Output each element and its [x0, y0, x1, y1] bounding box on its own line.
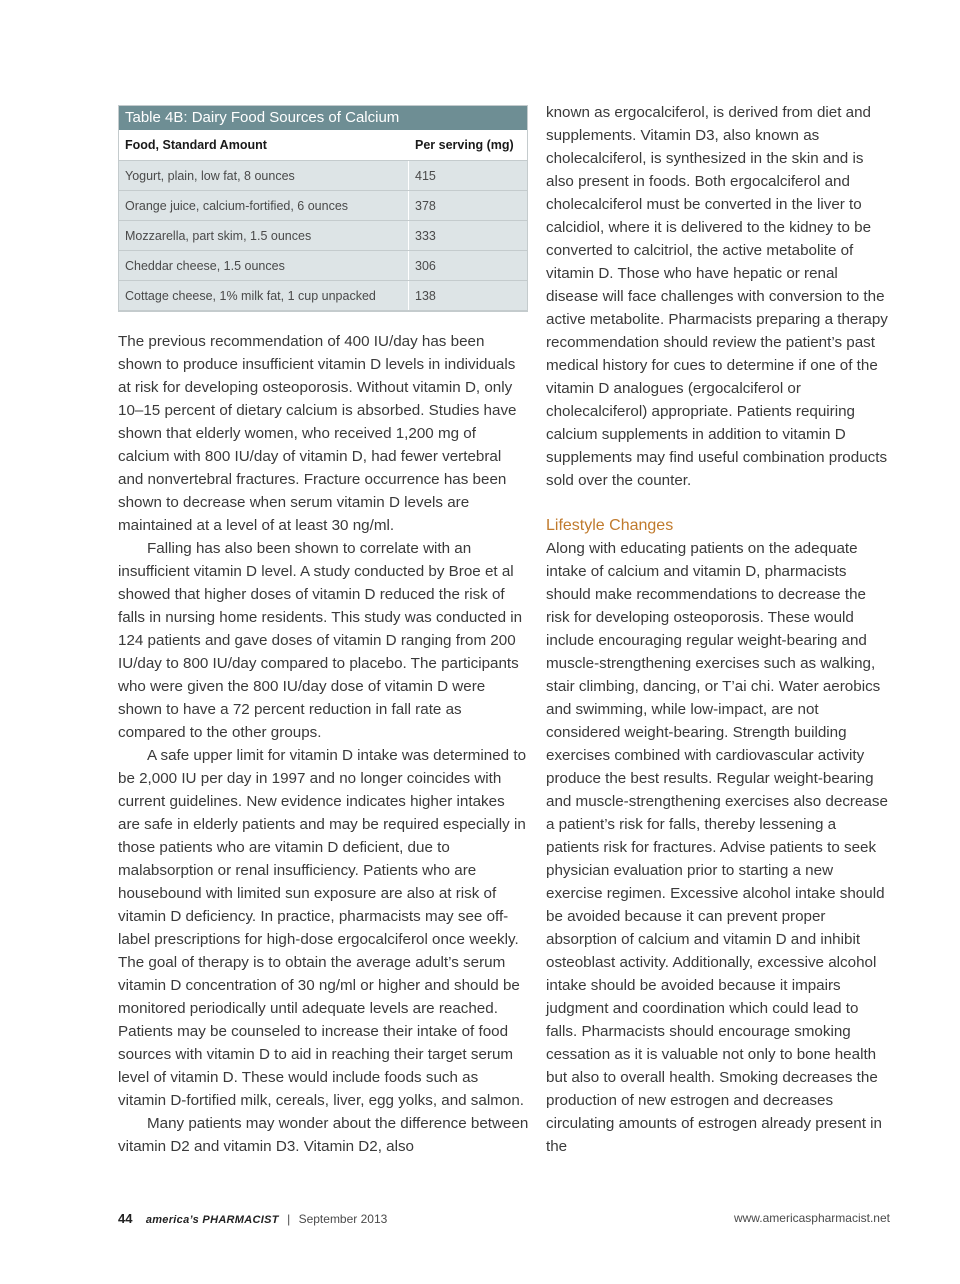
- body-paragraph: Along with educating patients on the adequate intake of calcium and vitamin D, pharmacists should make recommendations to decrease the risk for developing osteoporosis. These would include encouraging regular weight-bearing and muscle-strengthening exercises such as walking, stair climbing, dancing, or T’ai chi. Water aerobics and swimming, while low-impact, are not considered weight-bearing. Strength building exercises combined with cardiovascular activity produce the best results. Regular weight-bearing and muscle-strengthening exercises also decrease a patient’s risk for falls, thereby lessening a patients risk for fractures. Advise patients to seek physician evaluation prior to starting a new exercise regimen. Excessive alcohol intake should be avoided because it can prevent proper absorption of calcium and vitamin D and inhibit osteoblast activity. Additionally, excessive alcohol intake should be avoided because it impairs judgment and coordination which could lead to falls. Pharmacists should encourage smoking cessation as it is valuable not only to bone health but also to overall health. Smoking decreases the production of new estrogen and decreases circulating amounts of estrogen already present in the: [546, 540, 888, 1155]
- page-number: 44: [118, 1210, 133, 1226]
- table-title: Table 4B: Dairy Food Sources of Calcium: [119, 106, 527, 130]
- issue-date: September 2013: [298, 1211, 388, 1226]
- serving-cell: 138: [409, 281, 528, 311]
- footer-separator: |: [287, 1211, 291, 1226]
- serving-cell: 415: [409, 161, 528, 191]
- table-row: [119, 161, 527, 191]
- publication-logo: america’s PHARMACIST: [145, 1213, 279, 1226]
- body-paragraph: known as ergocalciferol, is derived from diet and supplements. Vitamin D3, also known as cholecalciferol, is synthesized in the skin and is also present in foods. Both ergocalciferol and cholecalciferol must be converted in the liver to calcidiol, where it is delivered to the kidney to be converted to calcitriol, the active metabolite of vitamin D. Those who have hepatic or renal disease will face challenges with conversion to the active metabolite. Pharmacists preparing a therapy recommendation should review the patient’s past medical history for cues to determine if one of the vitamin D analogues (ergocalciferol or cholecalciferol) appropriate. Patients requiring calcium supplements in addition to vitamin D supplements may find useful combination products sold over the counter.: [546, 104, 888, 489]
- website-url[interactable]: www.americaspharmacist.net: [733, 1211, 890, 1225]
- right-column: [546, 101, 890, 1158]
- table-row: [119, 251, 527, 281]
- serving-cell: 333: [409, 221, 528, 251]
- body-paragraph: Falling has also been shown to correlate with an insufficient vitamin D level. A study conducted by Broe et al showed that higher doses of vitamin D reduced the risk of falls in nursing home residents. This study was conducted in 124 patients and gave doses of vitamin D ranging from 200 IU/day to 800 IU/day compared to placebo. The participants who were given the 800 IU/day dose of vitamin D were shown to have a 72 percent reduction in fall rate as compared to the other groups.: [118, 540, 523, 741]
- table-row: [119, 221, 527, 251]
- section-heading: Lifestyle Changes: [546, 517, 674, 534]
- serving-cell: 378: [409, 191, 528, 221]
- body-paragraph: Many patients may wonder about the difference between vitamin D2 and vitamin D3. Vitamin D2, also: [118, 1115, 529, 1155]
- table-header-row: [119, 130, 527, 161]
- page-footer: [118, 1210, 890, 1226]
- food-cell: Cheddar cheese, 1.5 ounces: [119, 251, 409, 281]
- food-cell: Yogurt, plain, low fat, 8 ounces: [119, 161, 409, 191]
- column-header-food: Food, Standard Amount: [119, 130, 409, 161]
- left-column: [118, 330, 530, 1158]
- body-paragraph: A safe upper limit for vitamin D intake was determined to be 2,000 IU per day in 1997 and no longer coincides with current guidelines. New evidence indicates higher intakes are safe in elderly patients and may be required especially in those patients who are vitamin D deficient, due to malabsorption or renal insufficiency. Patients who are housebound with limited sun exposure are also at risk of vitamin D deficiency. In practice, pharmacists may see off-label prescriptions for high-dose ergocalciferol once weekly. The goal of therapy is to obtain the average adult’s serum vitamin D concentration of 30 ng/ml or higher and should be monitored periodically until adequate levels are reached. Patients may be counseled to increase their intake of food sources with vitamin D to aid in reaching their target serum level of vitamin D. These would include foods such as vitamin D-fortified milk, cereals, liver, egg yolks, and salmon.: [118, 747, 527, 1109]
- footer-left: [118, 1211, 387, 1226]
- food-cell: Cottage cheese, 1% milk fat, 1 cup unpacked: [119, 281, 409, 311]
- body-paragraph: The previous recommendation of 400 IU/day has been shown to produce insufficient vitamin D levels in individuals at risk for developing osteoporosis. Without vitamin D, only 10–15 percent of dietary calcium is absorbed. Studies have shown that elderly women, who received 1,200 mg of calcium with 800 IU/day of vitamin D, had fewer vertebral and nonvertebral fractures. Fracture occurrence has been shown to decrease when serum vitamin D levels are maintained at a level of at least 30 ng/ml.: [118, 333, 517, 534]
- serving-cell: 306: [409, 251, 528, 281]
- calcium-table: [118, 105, 528, 312]
- food-cell: Orange juice, calcium-fortified, 6 ounces: [119, 191, 409, 221]
- table-row: [119, 281, 527, 311]
- table-body: [119, 130, 527, 311]
- column-header-serving: Per serving (mg): [409, 130, 528, 161]
- food-cell: Mozzarella, part skim, 1.5 ounces: [119, 221, 409, 251]
- table-row: [119, 191, 527, 221]
